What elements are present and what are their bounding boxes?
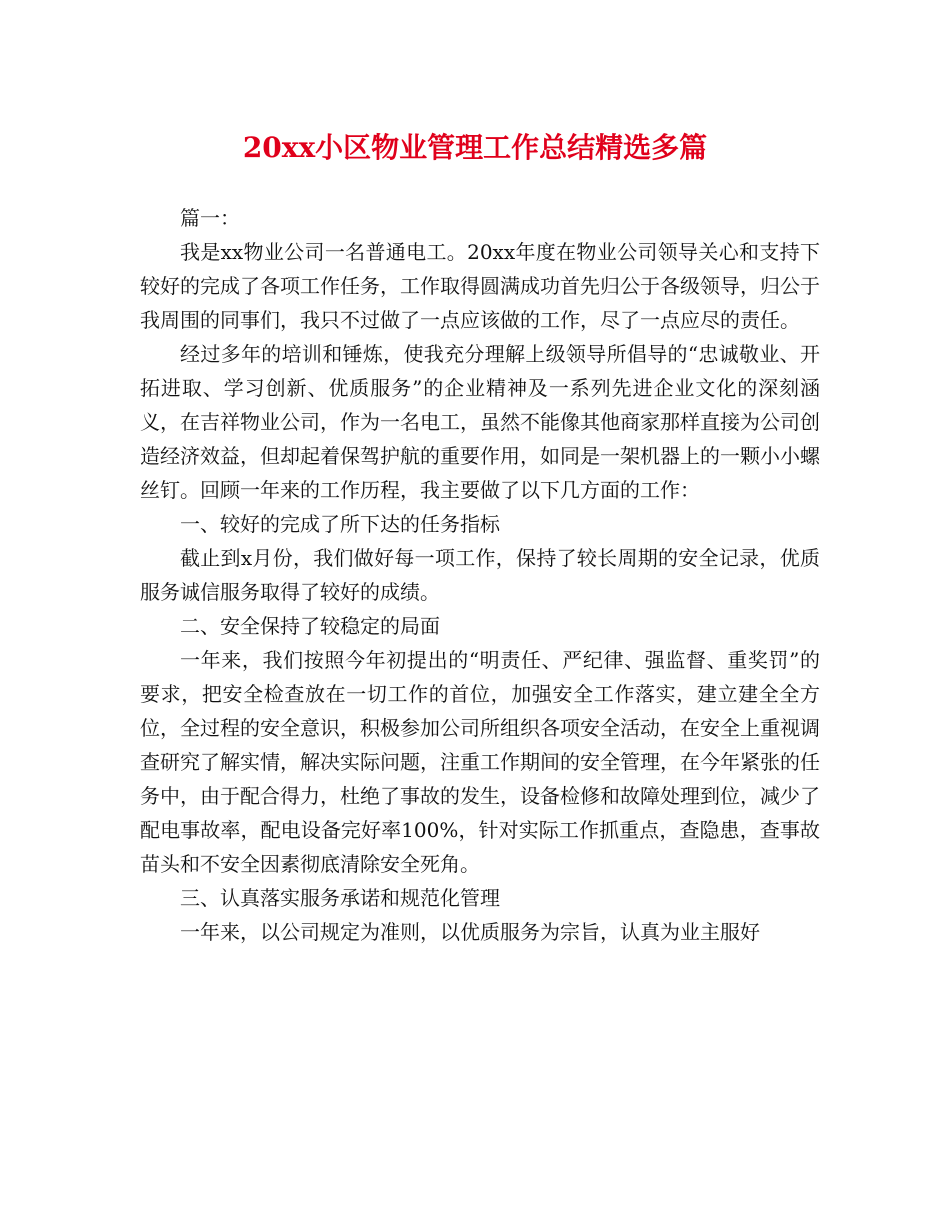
paragraph-introduction: 我是xx物业公司一名普通电工。20xx年度在物业公司领导关心和支持下较好的完成了各项工作任务，工作取得圆满成功首先归公于各级领导，归公于我周围的同事们，我只不过做了一点应该做的工作，尽了一点应尽的责任。: [140, 240, 820, 332]
section-heading-service: 三、认真落实服务承诺和规范化管理: [180, 886, 500, 910]
document-title: 20xx小区物业管理工作总结精选多篇: [242, 131, 708, 164]
section-heading-safety: 二、安全保持了较稳定的局面: [180, 614, 440, 638]
section-heading-part-one: 篇一：: [180, 206, 240, 230]
paragraph-service: 一年来，以公司规定为准则，以优质服务为宗旨，认真为业主服好: [180, 920, 760, 944]
paragraph-safety: 一年来，我们按照今年初提出的“明责任、严纪律、强监督、重奖罚”的要求，把安全检查放在一切工作的首位，加强安全工作落实，建立建全全方位，全过程的安全意识，积极参加公司所组织各项安全活动，在安全上重视调查研究了解实情，解决实际问题，注重工作期间的安全管理，在今年紧张的任务中，由于配合得力，杜绝了事故的发生，设备检修和故障处理到位，减少了配电事故率，配电设备完好率100%，针对实际工作抓重点，查隐患，查事故苗头和不安全因素彻底清除安全死角。: [140, 648, 820, 876]
section-heading-tasks: 一、较好的完成了所下达的任务指标: [180, 512, 500, 536]
document-body: [140, 201, 820, 949]
paragraph-training: 经过多年的培训和锤炼，使我充分理解上级领导所倡导的“忠诚敬业、开拓进取、学习创新、优质服务”的企业精神及一系列先进企业文化的深刻涵义，在吉祥物业公司，作为一名电工，虽然不能像其他商家那样直接为公司创造经济效益，但却起着保驾护航的重要作用，如同是一架机器上的一颗小小螺丝钉。回顾一年来的工作历程，我主要做了以下几方面的工作：: [140, 342, 820, 502]
paragraph-tasks: 截止到x月份，我们做好每一项工作，保持了较长周期的安全记录，优质服务诚信服务取得了较好的成绩。: [140, 546, 820, 604]
